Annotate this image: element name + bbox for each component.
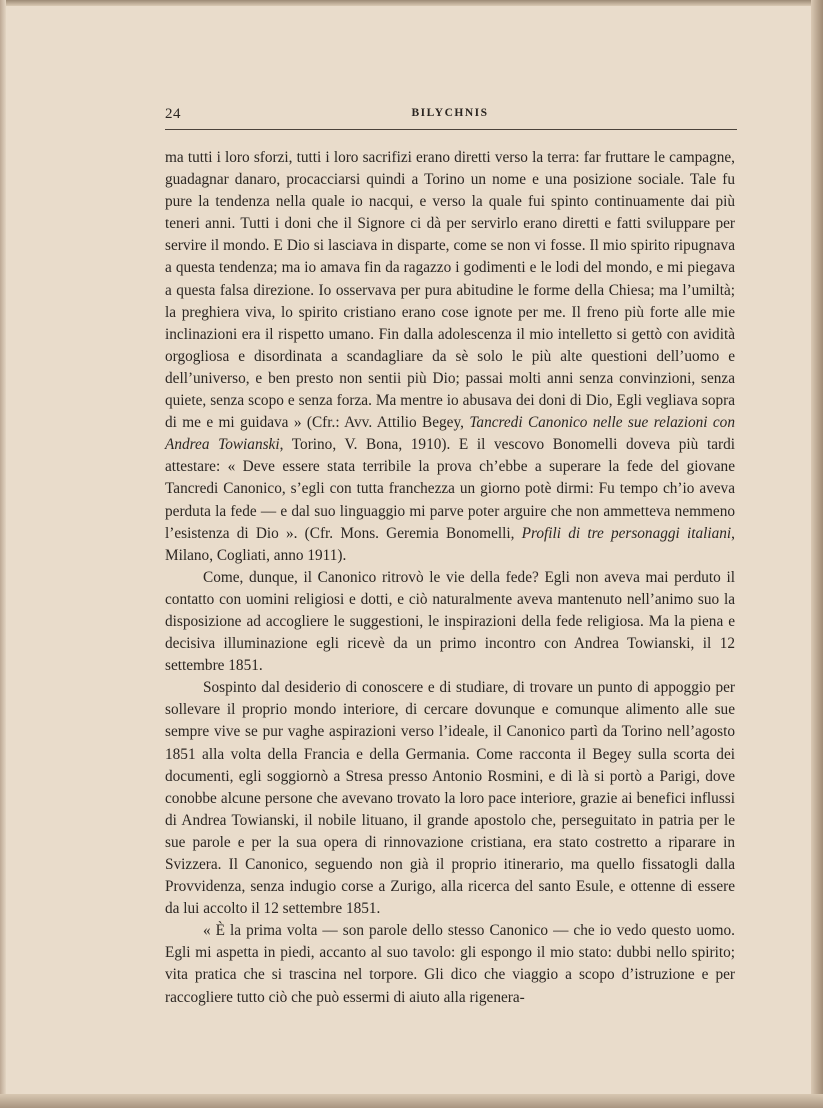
page-edge-bottom — [0, 1094, 823, 1108]
running-title: BILYCHNIS — [411, 107, 489, 119]
italic-book-title: Tancredi Canonico nelle sue relazioni con Andrea Towianski — [165, 414, 735, 454]
paragraph-2: Come, dunque, il Canonico ritrovò le vie della fede? Egli non aveva mai perduto il contatto con uomini religiosi e dotti, e ciò naturalmente aveva mantenuto nell’animo suo la disposizione ad accogliere le suggestioni, le inspirazioni della fede religiosa. Ma la piena e decisiva illuminazione egli ricevè da un primo incontro con Andrea Towianski, il 12 settembre 1851. — [165, 568, 735, 675]
page-number: 24 — [165, 106, 181, 122]
page-edge-top — [0, 0, 823, 6]
page-edge-right — [811, 0, 823, 1108]
page-edge-left — [0, 0, 6, 1108]
paragraph-1: ma tutti i loro sforzi, tutti i loro sacrifizi erano diretti verso la terra: far fruttare le campagne, guadagnar danaro, procacciarsi quindi a Torino un nome e una posizione sociale. Tale fu pure la tendenza nella quale io nacqui, e verso la quale fui spinto continuamente dai più teneri anni. Tutti i doni che il Signore ci dà per servirlo erano diretti e fatti sviluppare per servire il mondo. E Dio si lasciava in disparte, come se non vi fosse. Il mio spirito ripugnava a questa tendenza; ma io amava fin da ragazzo i godimenti e le lodi del mondo, e mi piegava a questa falsa direzione. Io osservava per pura abitudine le forme della Chiesa; ma l’umiltà; la preghiera viva, lo spirito cristiano erano cose ignote per me. Il freno più forte alle mie inclinazioni era il rispetto umano. Fin dalla adolescenza il mio intelletto si gettò con avidità orgogliosa e disordinata a scandagliare da sè solo le più alte questioni dell’uomo e dell’universo, e ben presto non sentii più Dio; passai molti anni senza convinzioni, senza quiete, senza scopo e senza forza. Ma mentre io abusava dei doni di Dio, Egli vegliava sopra di me e mi guidava » (Cfr.: Avv. Attilio Begey, Tancredi Canonico nelle sue relazioni con Andrea Towianski, Torino, V. Bona, 1910). E il vescovo Bonomelli doveva più tardi attestare: « Deve essere stata terribile la prova ch’ebbe a superare la fede del giovane Tancredi Canonico, s’egli con tutta franchezza un giorno potè dirmi: Fu tempo ch’io aveva perduta la fede — e dal suo linguaggio mi parve poter arguire che non ammetteva nemmeno l’esistenza di Dio ». (Cfr. Mons. Geremia Bonomelli, Profili di tre personaggi italiani, Milano, Cogliati, anno 1911). — [165, 149, 735, 564]
page-header — [165, 106, 735, 130]
header-rule — [165, 129, 737, 130]
paragraph-3: Sospinto dal desiderio di conoscere e di studiare, di trovare un punto di appoggio per sollevare il proprio mondo interiore, di cercare dovunque e comunque alimento alle sue sempre vive se pur vaghe aspirazioni verso l’ideale, il Canonico partì da Torino nell’agosto 1851 alla volta della Francia e della Germania. Come racconta il Begey sulla scorta dei documenti, egli soggiornò a Stresa presso Antonio Rosmini, e di là si portò a Parigi, dove conobbe alcune persone che avevano trovato la loro pace interiore, grazie ai benefici influssi di Andrea Towianski, il nobile lituano, il grande apostolo che, perseguitato in patria per le sue parole e per la sua opera di rinnovazione cristiana, era stato costretto a riparare in Svizzera. Il Canonico, seguendo non già il proprio itinerario, ma quello fissatogli dalla Provvidenza, senza indugio corse a Zurigo, alla ricerca del santo Esule, e ottenne di essere da lui accolto il 12 settembre 1851. — [165, 679, 735, 918]
paragraph-4: « È la prima volta — son parole dello stesso Canonico — che io vedo questo uomo. Egli mi aspetta in piedi, accanto al suo tavolo: gli espongo il mio stato: dubbi nello spirito; vita pratica che si trascina nel torpore. Gli dico che viaggio a scopo d’istruzione e per raccogliere tutto ciò che può essermi di aiuto alla rigenera- — [165, 922, 735, 1006]
italic-book-title-2: Profili di tre personaggi italiani — [521, 524, 732, 542]
body-text — [165, 147, 735, 1009]
